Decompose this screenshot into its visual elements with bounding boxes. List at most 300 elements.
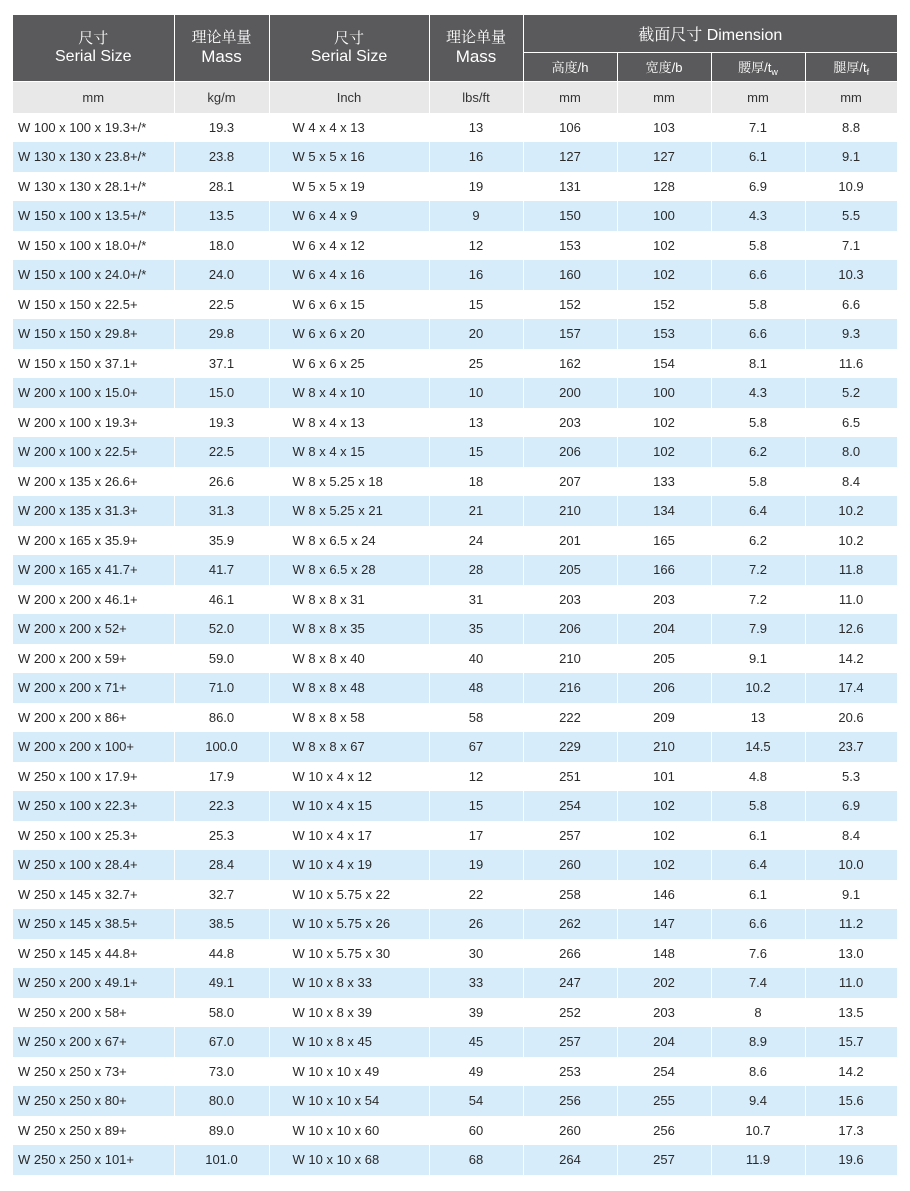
cell-mass-kgm: 19.3 bbox=[174, 408, 269, 438]
table-row bbox=[13, 1145, 897, 1175]
cell-serial-size-inch: W 10 x 10 x 54 bbox=[269, 1086, 429, 1116]
cell-serial-size-inch: W 8 x 8 x 35 bbox=[269, 614, 429, 644]
cell-flange-thickness-mm: 8.0 bbox=[805, 437, 897, 467]
cell-mass-lbsft: 13 bbox=[429, 408, 523, 438]
header-serial-cn: 尺寸 bbox=[78, 29, 109, 47]
cell-serial-size-mm: W 130 x 130 x 28.1+/* bbox=[13, 172, 174, 202]
cell-serial-size-mm: W 250 x 250 x 73+ bbox=[13, 1057, 174, 1087]
cell-width-mm: 128 bbox=[617, 172, 711, 202]
cell-height-mm: 247 bbox=[523, 968, 617, 998]
header-height: 高度/h bbox=[523, 52, 617, 81]
unit-cell: kg/m bbox=[174, 81, 269, 113]
cell-flange-thickness-mm: 14.2 bbox=[805, 644, 897, 674]
cell-width-mm: 202 bbox=[617, 968, 711, 998]
cell-web-thickness-mm: 5.8 bbox=[711, 791, 805, 821]
cell-mass-kgm: 86.0 bbox=[174, 703, 269, 733]
cell-mass-lbsft: 49 bbox=[429, 1057, 523, 1087]
table-row bbox=[13, 1057, 897, 1087]
cell-serial-size-mm: W 200 x 100 x 15.0+ bbox=[13, 378, 174, 408]
cell-web-thickness-mm: 9.4 bbox=[711, 1086, 805, 1116]
header-web-thickness bbox=[711, 52, 805, 81]
cell-height-mm: 266 bbox=[523, 939, 617, 969]
cell-height-mm: 264 bbox=[523, 1145, 617, 1175]
cell-serial-size-inch: W 8 x 4 x 15 bbox=[269, 437, 429, 467]
cell-serial-size-inch: W 8 x 4 x 13 bbox=[269, 408, 429, 438]
cell-width-mm: 205 bbox=[617, 644, 711, 674]
table-row bbox=[13, 496, 897, 526]
cell-flange-thickness-mm: 6.5 bbox=[805, 408, 897, 438]
cell-mass-kgm: 38.5 bbox=[174, 909, 269, 939]
cell-mass-kgm: 22.3 bbox=[174, 791, 269, 821]
table-row bbox=[13, 821, 897, 851]
cell-height-mm: 200 bbox=[523, 378, 617, 408]
cell-width-mm: 102 bbox=[617, 821, 711, 851]
cell-mass-lbsft: 20 bbox=[429, 319, 523, 349]
cell-mass-lbsft: 15 bbox=[429, 437, 523, 467]
cell-mass-lbsft: 39 bbox=[429, 998, 523, 1028]
cell-mass-kgm: 67.0 bbox=[174, 1027, 269, 1057]
cell-height-mm: 127 bbox=[523, 142, 617, 172]
header-serial-size-imperial bbox=[269, 15, 429, 81]
cell-serial-size-inch: W 6 x 4 x 16 bbox=[269, 260, 429, 290]
cell-mass-kgm: 100.0 bbox=[174, 732, 269, 762]
cell-flange-thickness-mm: 20.6 bbox=[805, 703, 897, 733]
cell-flange-thickness-mm: 10.2 bbox=[805, 526, 897, 556]
cell-web-thickness-mm: 4.3 bbox=[711, 201, 805, 231]
table-row bbox=[13, 201, 897, 231]
cell-height-mm: 201 bbox=[523, 526, 617, 556]
cell-height-mm: 160 bbox=[523, 260, 617, 290]
cell-mass-kgm: 73.0 bbox=[174, 1057, 269, 1087]
table-row bbox=[13, 968, 897, 998]
cell-width-mm: 102 bbox=[617, 408, 711, 438]
header-width: 宽度/b bbox=[617, 52, 711, 81]
cell-serial-size-mm: W 200 x 200 x 100+ bbox=[13, 732, 174, 762]
cell-flange-thickness-mm: 6.6 bbox=[805, 290, 897, 320]
cell-height-mm: 162 bbox=[523, 349, 617, 379]
cell-height-mm: 253 bbox=[523, 1057, 617, 1087]
cell-mass-kgm: 44.8 bbox=[174, 939, 269, 969]
cell-web-thickness-mm: 14.5 bbox=[711, 732, 805, 762]
cell-flange-thickness-mm: 10.3 bbox=[805, 260, 897, 290]
cell-width-mm: 127 bbox=[617, 142, 711, 172]
unit-cell: lbs/ft bbox=[429, 81, 523, 113]
cell-width-mm: 255 bbox=[617, 1086, 711, 1116]
table-row bbox=[13, 614, 897, 644]
cell-flange-thickness-mm: 8.4 bbox=[805, 821, 897, 851]
header-mass-cn: 理论单量 bbox=[191, 29, 252, 47]
cell-serial-size-mm: W 150 x 100 x 13.5+/* bbox=[13, 201, 174, 231]
cell-web-thickness-mm: 4.8 bbox=[711, 762, 805, 792]
cell-flange-thickness-mm: 14.2 bbox=[805, 1057, 897, 1087]
cell-width-mm: 203 bbox=[617, 998, 711, 1028]
cell-mass-lbsft: 10 bbox=[429, 378, 523, 408]
cell-mass-lbsft: 13 bbox=[429, 113, 523, 143]
cell-web-thickness-mm: 4.3 bbox=[711, 378, 805, 408]
cell-serial-size-mm: W 250 x 100 x 28.4+ bbox=[13, 850, 174, 880]
cell-flange-thickness-mm: 13.0 bbox=[805, 939, 897, 969]
cell-height-mm: 257 bbox=[523, 1027, 617, 1057]
cell-flange-thickness-mm: 5.5 bbox=[805, 201, 897, 231]
cell-web-thickness-mm: 8.1 bbox=[711, 349, 805, 379]
cell-web-thickness-mm: 6.6 bbox=[711, 909, 805, 939]
cell-web-thickness-mm: 6.2 bbox=[711, 437, 805, 467]
table-header bbox=[13, 15, 897, 81]
cell-width-mm: 147 bbox=[617, 909, 711, 939]
cell-mass-lbsft: 17 bbox=[429, 821, 523, 851]
cell-web-thickness-mm: 7.1 bbox=[711, 113, 805, 143]
cell-mass-lbsft: 48 bbox=[429, 673, 523, 703]
cell-height-mm: 153 bbox=[523, 231, 617, 261]
cell-serial-size-inch: W 8 x 8 x 48 bbox=[269, 673, 429, 703]
cell-serial-size-inch: W 8 x 6.5 x 24 bbox=[269, 526, 429, 556]
cell-serial-size-mm: W 250 x 200 x 49.1+ bbox=[13, 968, 174, 998]
cell-mass-lbsft: 22 bbox=[429, 880, 523, 910]
cell-serial-size-inch: W 6 x 6 x 25 bbox=[269, 349, 429, 379]
table-row bbox=[13, 231, 897, 261]
cell-mass-kgm: 28.4 bbox=[174, 850, 269, 880]
cell-flange-thickness-mm: 10.2 bbox=[805, 496, 897, 526]
cell-mass-kgm: 22.5 bbox=[174, 290, 269, 320]
cell-width-mm: 165 bbox=[617, 526, 711, 556]
cell-flange-thickness-mm: 6.9 bbox=[805, 791, 897, 821]
cell-height-mm: 157 bbox=[523, 319, 617, 349]
cell-web-thickness-mm: 5.8 bbox=[711, 231, 805, 261]
cell-mass-kgm: 49.1 bbox=[174, 968, 269, 998]
cell-flange-thickness-mm: 13.5 bbox=[805, 998, 897, 1028]
cell-web-thickness-mm: 6.6 bbox=[711, 260, 805, 290]
cell-flange-thickness-mm: 8.4 bbox=[805, 467, 897, 497]
cell-mass-lbsft: 68 bbox=[429, 1145, 523, 1175]
table-row bbox=[13, 260, 897, 290]
cell-serial-size-inch: W 8 x 6.5 x 28 bbox=[269, 555, 429, 585]
cell-serial-size-mm: W 150 x 150 x 29.8+ bbox=[13, 319, 174, 349]
header-serial-size-metric bbox=[13, 15, 174, 81]
cell-flange-thickness-mm: 10.0 bbox=[805, 850, 897, 880]
cell-serial-size-mm: W 200 x 165 x 35.9+ bbox=[13, 526, 174, 556]
table-row bbox=[13, 703, 897, 733]
unit-cell: mm bbox=[711, 81, 805, 113]
table-row bbox=[13, 113, 897, 143]
cell-width-mm: 133 bbox=[617, 467, 711, 497]
cell-height-mm: 252 bbox=[523, 998, 617, 1028]
table-row bbox=[13, 791, 897, 821]
cell-serial-size-inch: W 10 x 8 x 33 bbox=[269, 968, 429, 998]
table-row bbox=[13, 437, 897, 467]
cell-web-thickness-mm: 8 bbox=[711, 998, 805, 1028]
cell-height-mm: 131 bbox=[523, 172, 617, 202]
cell-flange-thickness-mm: 11.0 bbox=[805, 968, 897, 998]
cell-mass-lbsft: 25 bbox=[429, 349, 523, 379]
cell-serial-size-mm: W 100 x 100 x 19.3+/* bbox=[13, 113, 174, 143]
table-row bbox=[13, 408, 897, 438]
cell-flange-thickness-mm: 9.3 bbox=[805, 319, 897, 349]
cell-mass-kgm: 32.7 bbox=[174, 880, 269, 910]
cell-width-mm: 100 bbox=[617, 378, 711, 408]
cell-serial-size-inch: W 10 x 8 x 39 bbox=[269, 998, 429, 1028]
cell-web-thickness-mm: 6.4 bbox=[711, 850, 805, 880]
cell-serial-size-mm: W 150 x 100 x 24.0+/* bbox=[13, 260, 174, 290]
cell-mass-lbsft: 26 bbox=[429, 909, 523, 939]
cell-mass-lbsft: 16 bbox=[429, 142, 523, 172]
table-row bbox=[13, 142, 897, 172]
cell-width-mm: 254 bbox=[617, 1057, 711, 1087]
cell-width-mm: 102 bbox=[617, 791, 711, 821]
cell-mass-kgm: 52.0 bbox=[174, 614, 269, 644]
cell-serial-size-mm: W 250 x 145 x 32.7+ bbox=[13, 880, 174, 910]
cell-web-thickness-mm: 6.6 bbox=[711, 319, 805, 349]
cell-web-thickness-mm: 6.1 bbox=[711, 880, 805, 910]
cell-mass-lbsft: 19 bbox=[429, 850, 523, 880]
cell-web-thickness-mm: 6.2 bbox=[711, 526, 805, 556]
unit-cell: mm bbox=[805, 81, 897, 113]
cell-serial-size-inch: W 10 x 10 x 68 bbox=[269, 1145, 429, 1175]
cell-width-mm: 204 bbox=[617, 614, 711, 644]
table-row bbox=[13, 644, 897, 674]
cell-mass-lbsft: 31 bbox=[429, 585, 523, 615]
cell-serial-size-inch: W 10 x 10 x 60 bbox=[269, 1116, 429, 1146]
cell-web-thickness-mm: 7.4 bbox=[711, 968, 805, 998]
cell-serial-size-mm: W 150 x 150 x 22.5+ bbox=[13, 290, 174, 320]
cell-height-mm: 206 bbox=[523, 437, 617, 467]
cell-serial-size-inch: W 6 x 6 x 15 bbox=[269, 290, 429, 320]
units-row-group bbox=[13, 81, 897, 113]
cell-height-mm: 258 bbox=[523, 880, 617, 910]
cell-mass-kgm: 89.0 bbox=[174, 1116, 269, 1146]
cell-web-thickness-mm: 6.9 bbox=[711, 172, 805, 202]
cell-web-thickness-mm: 7.6 bbox=[711, 939, 805, 969]
cell-serial-size-mm: W 250 x 250 x 101+ bbox=[13, 1145, 174, 1175]
table-row bbox=[13, 762, 897, 792]
cell-mass-lbsft: 54 bbox=[429, 1086, 523, 1116]
cell-serial-size-inch: W 4 x 4 x 13 bbox=[269, 113, 429, 143]
cell-serial-size-mm: W 250 x 100 x 17.9+ bbox=[13, 762, 174, 792]
cell-web-thickness-mm: 8.9 bbox=[711, 1027, 805, 1057]
cell-web-thickness-mm: 7.2 bbox=[711, 555, 805, 585]
cell-flange-thickness-mm: 17.3 bbox=[805, 1116, 897, 1146]
cell-mass-lbsft: 16 bbox=[429, 260, 523, 290]
cell-mass-lbsft: 67 bbox=[429, 732, 523, 762]
cell-mass-kgm: 15.0 bbox=[174, 378, 269, 408]
cell-mass-kgm: 46.1 bbox=[174, 585, 269, 615]
cell-width-mm: 257 bbox=[617, 1145, 711, 1175]
table-row bbox=[13, 909, 897, 939]
cell-serial-size-inch: W 6 x 4 x 9 bbox=[269, 201, 429, 231]
cell-flange-thickness-mm: 19.6 bbox=[805, 1145, 897, 1175]
header-web-sub: w bbox=[771, 66, 778, 77]
cell-width-mm: 146 bbox=[617, 880, 711, 910]
cell-serial-size-mm: W 250 x 250 x 89+ bbox=[13, 1116, 174, 1146]
cell-mass-kgm: 22.5 bbox=[174, 437, 269, 467]
cell-height-mm: 254 bbox=[523, 791, 617, 821]
cell-height-mm: 207 bbox=[523, 467, 617, 497]
header-mass-imperial bbox=[429, 15, 523, 81]
cell-serial-size-mm: W 200 x 165 x 41.7+ bbox=[13, 555, 174, 585]
cell-serial-size-inch: W 8 x 8 x 58 bbox=[269, 703, 429, 733]
unit-cell: mm bbox=[523, 81, 617, 113]
cell-mass-kgm: 35.9 bbox=[174, 526, 269, 556]
cell-flange-thickness-mm: 5.3 bbox=[805, 762, 897, 792]
cell-serial-size-mm: W 150 x 100 x 18.0+/* bbox=[13, 231, 174, 261]
cell-flange-thickness-mm: 11.8 bbox=[805, 555, 897, 585]
cell-mass-lbsft: 30 bbox=[429, 939, 523, 969]
cell-web-thickness-mm: 7.2 bbox=[711, 585, 805, 615]
cell-serial-size-mm: W 200 x 200 x 86+ bbox=[13, 703, 174, 733]
cell-serial-size-inch: W 6 x 4 x 12 bbox=[269, 231, 429, 261]
table-row bbox=[13, 467, 897, 497]
cell-serial-size-mm: W 200 x 135 x 26.6+ bbox=[13, 467, 174, 497]
cell-width-mm: 154 bbox=[617, 349, 711, 379]
cell-mass-lbsft: 15 bbox=[429, 791, 523, 821]
cell-width-mm: 102 bbox=[617, 850, 711, 880]
cell-flange-thickness-mm: 5.2 bbox=[805, 378, 897, 408]
cell-serial-size-mm: W 250 x 100 x 22.3+ bbox=[13, 791, 174, 821]
header-flange-label: 腿厚/t bbox=[833, 59, 867, 75]
cell-width-mm: 134 bbox=[617, 496, 711, 526]
header-serial-en-2: Serial Size bbox=[310, 47, 388, 65]
cell-width-mm: 203 bbox=[617, 585, 711, 615]
cell-mass-lbsft: 12 bbox=[429, 231, 523, 261]
unit-cell: mm bbox=[617, 81, 711, 113]
cell-mass-lbsft: 35 bbox=[429, 614, 523, 644]
cell-serial-size-mm: W 150 x 150 x 37.1+ bbox=[13, 349, 174, 379]
cell-width-mm: 148 bbox=[617, 939, 711, 969]
cell-web-thickness-mm: 11.9 bbox=[711, 1145, 805, 1175]
cell-width-mm: 256 bbox=[617, 1116, 711, 1146]
table-row bbox=[13, 1116, 897, 1146]
cell-serial-size-inch: W 10 x 5.75 x 22 bbox=[269, 880, 429, 910]
cell-mass-kgm: 31.3 bbox=[174, 496, 269, 526]
cell-serial-size-mm: W 200 x 200 x 46.1+ bbox=[13, 585, 174, 615]
cell-web-thickness-mm: 7.9 bbox=[711, 614, 805, 644]
cell-serial-size-mm: W 250 x 200 x 58+ bbox=[13, 998, 174, 1028]
cell-height-mm: 260 bbox=[523, 850, 617, 880]
cell-serial-size-mm: W 200 x 135 x 31.3+ bbox=[13, 496, 174, 526]
cell-mass-kgm: 71.0 bbox=[174, 673, 269, 703]
table-row bbox=[13, 1027, 897, 1057]
cell-mass-lbsft: 18 bbox=[429, 467, 523, 497]
table-row bbox=[13, 585, 897, 615]
cell-flange-thickness-mm: 11.6 bbox=[805, 349, 897, 379]
cell-height-mm: 210 bbox=[523, 644, 617, 674]
cell-web-thickness-mm: 10.7 bbox=[711, 1116, 805, 1146]
cell-serial-size-inch: W 8 x 8 x 40 bbox=[269, 644, 429, 674]
cell-mass-kgm: 25.3 bbox=[174, 821, 269, 851]
header-serial-en: Serial Size bbox=[55, 47, 132, 65]
table-row bbox=[13, 880, 897, 910]
cell-mass-lbsft: 58 bbox=[429, 703, 523, 733]
cell-mass-lbsft: 19 bbox=[429, 172, 523, 202]
cell-serial-size-inch: W 10 x 8 x 45 bbox=[269, 1027, 429, 1057]
header-serial-cn-2: 尺寸 bbox=[333, 29, 364, 47]
cell-width-mm: 152 bbox=[617, 290, 711, 320]
cell-height-mm: 205 bbox=[523, 555, 617, 585]
cell-web-thickness-mm: 6.1 bbox=[711, 821, 805, 851]
cell-serial-size-inch: W 10 x 5.75 x 30 bbox=[269, 939, 429, 969]
cell-height-mm: 203 bbox=[523, 585, 617, 615]
table-row bbox=[13, 673, 897, 703]
cell-mass-kgm: 37.1 bbox=[174, 349, 269, 379]
cell-mass-kgm: 41.7 bbox=[174, 555, 269, 585]
header-mass-en-2: Mass bbox=[455, 47, 497, 67]
cell-height-mm: 206 bbox=[523, 614, 617, 644]
cell-serial-size-inch: W 8 x 5.25 x 21 bbox=[269, 496, 429, 526]
cell-mass-kgm: 13.5 bbox=[174, 201, 269, 231]
cell-flange-thickness-mm: 11.2 bbox=[805, 909, 897, 939]
cell-flange-thickness-mm: 12.6 bbox=[805, 614, 897, 644]
cell-mass-lbsft: 33 bbox=[429, 968, 523, 998]
cell-serial-size-mm: W 250 x 145 x 44.8+ bbox=[13, 939, 174, 969]
table-row bbox=[13, 526, 897, 556]
cell-mass-kgm: 24.0 bbox=[174, 260, 269, 290]
table-row bbox=[13, 290, 897, 320]
cell-height-mm: 260 bbox=[523, 1116, 617, 1146]
table-row bbox=[13, 850, 897, 880]
cell-serial-size-inch: W 8 x 8 x 31 bbox=[269, 585, 429, 615]
cell-width-mm: 102 bbox=[617, 231, 711, 261]
cell-serial-size-inch: W 8 x 8 x 67 bbox=[269, 732, 429, 762]
cell-width-mm: 166 bbox=[617, 555, 711, 585]
cell-mass-kgm: 26.6 bbox=[174, 467, 269, 497]
cell-serial-size-inch: W 5 x 5 x 16 bbox=[269, 142, 429, 172]
header-mass-metric bbox=[174, 15, 269, 81]
header-flange-sub: f bbox=[866, 66, 870, 77]
cell-flange-thickness-mm: 7.1 bbox=[805, 231, 897, 261]
header-dimension: 截面尺寸 Dimension bbox=[523, 15, 897, 52]
cell-flange-thickness-mm: 9.1 bbox=[805, 142, 897, 172]
units-row bbox=[13, 81, 897, 113]
cell-web-thickness-mm: 6.1 bbox=[711, 142, 805, 172]
cell-web-thickness-mm: 10.2 bbox=[711, 673, 805, 703]
cell-width-mm: 210 bbox=[617, 732, 711, 762]
cell-serial-size-inch: W 10 x 4 x 17 bbox=[269, 821, 429, 851]
cell-height-mm: 210 bbox=[523, 496, 617, 526]
cell-mass-lbsft: 60 bbox=[429, 1116, 523, 1146]
cell-height-mm: 257 bbox=[523, 821, 617, 851]
cell-serial-size-mm: W 250 x 200 x 67+ bbox=[13, 1027, 174, 1057]
cell-mass-lbsft: 15 bbox=[429, 290, 523, 320]
cell-mass-kgm: 59.0 bbox=[174, 644, 269, 674]
cell-serial-size-mm: W 130 x 130 x 23.8+/* bbox=[13, 142, 174, 172]
cell-serial-size-mm: W 250 x 250 x 80+ bbox=[13, 1086, 174, 1116]
cell-flange-thickness-mm: 11.0 bbox=[805, 585, 897, 615]
cell-mass-lbsft: 24 bbox=[429, 526, 523, 556]
header-flange-thickness bbox=[805, 52, 897, 81]
section-properties-table bbox=[13, 15, 898, 1175]
cell-height-mm: 150 bbox=[523, 201, 617, 231]
cell-serial-size-mm: W 200 x 100 x 19.3+ bbox=[13, 408, 174, 438]
header-mass-cn-2: 理论单量 bbox=[445, 29, 506, 47]
cell-serial-size-mm: W 200 x 200 x 59+ bbox=[13, 644, 174, 674]
cell-serial-size-inch: W 10 x 4 x 12 bbox=[269, 762, 429, 792]
cell-width-mm: 206 bbox=[617, 673, 711, 703]
cell-mass-lbsft: 45 bbox=[429, 1027, 523, 1057]
cell-web-thickness-mm: 8.6 bbox=[711, 1057, 805, 1087]
cell-serial-size-mm: W 250 x 100 x 25.3+ bbox=[13, 821, 174, 851]
data-rows bbox=[13, 113, 897, 1175]
cell-width-mm: 209 bbox=[617, 703, 711, 733]
table-row bbox=[13, 732, 897, 762]
cell-width-mm: 101 bbox=[617, 762, 711, 792]
cell-flange-thickness-mm: 15.7 bbox=[805, 1027, 897, 1057]
unit-cell: Inch bbox=[269, 81, 429, 113]
cell-serial-size-mm: W 200 x 100 x 22.5+ bbox=[13, 437, 174, 467]
cell-mass-lbsft: 28 bbox=[429, 555, 523, 585]
table-row bbox=[13, 939, 897, 969]
cell-mass-lbsft: 9 bbox=[429, 201, 523, 231]
unit-cell: mm bbox=[13, 81, 174, 113]
cell-mass-lbsft: 21 bbox=[429, 496, 523, 526]
